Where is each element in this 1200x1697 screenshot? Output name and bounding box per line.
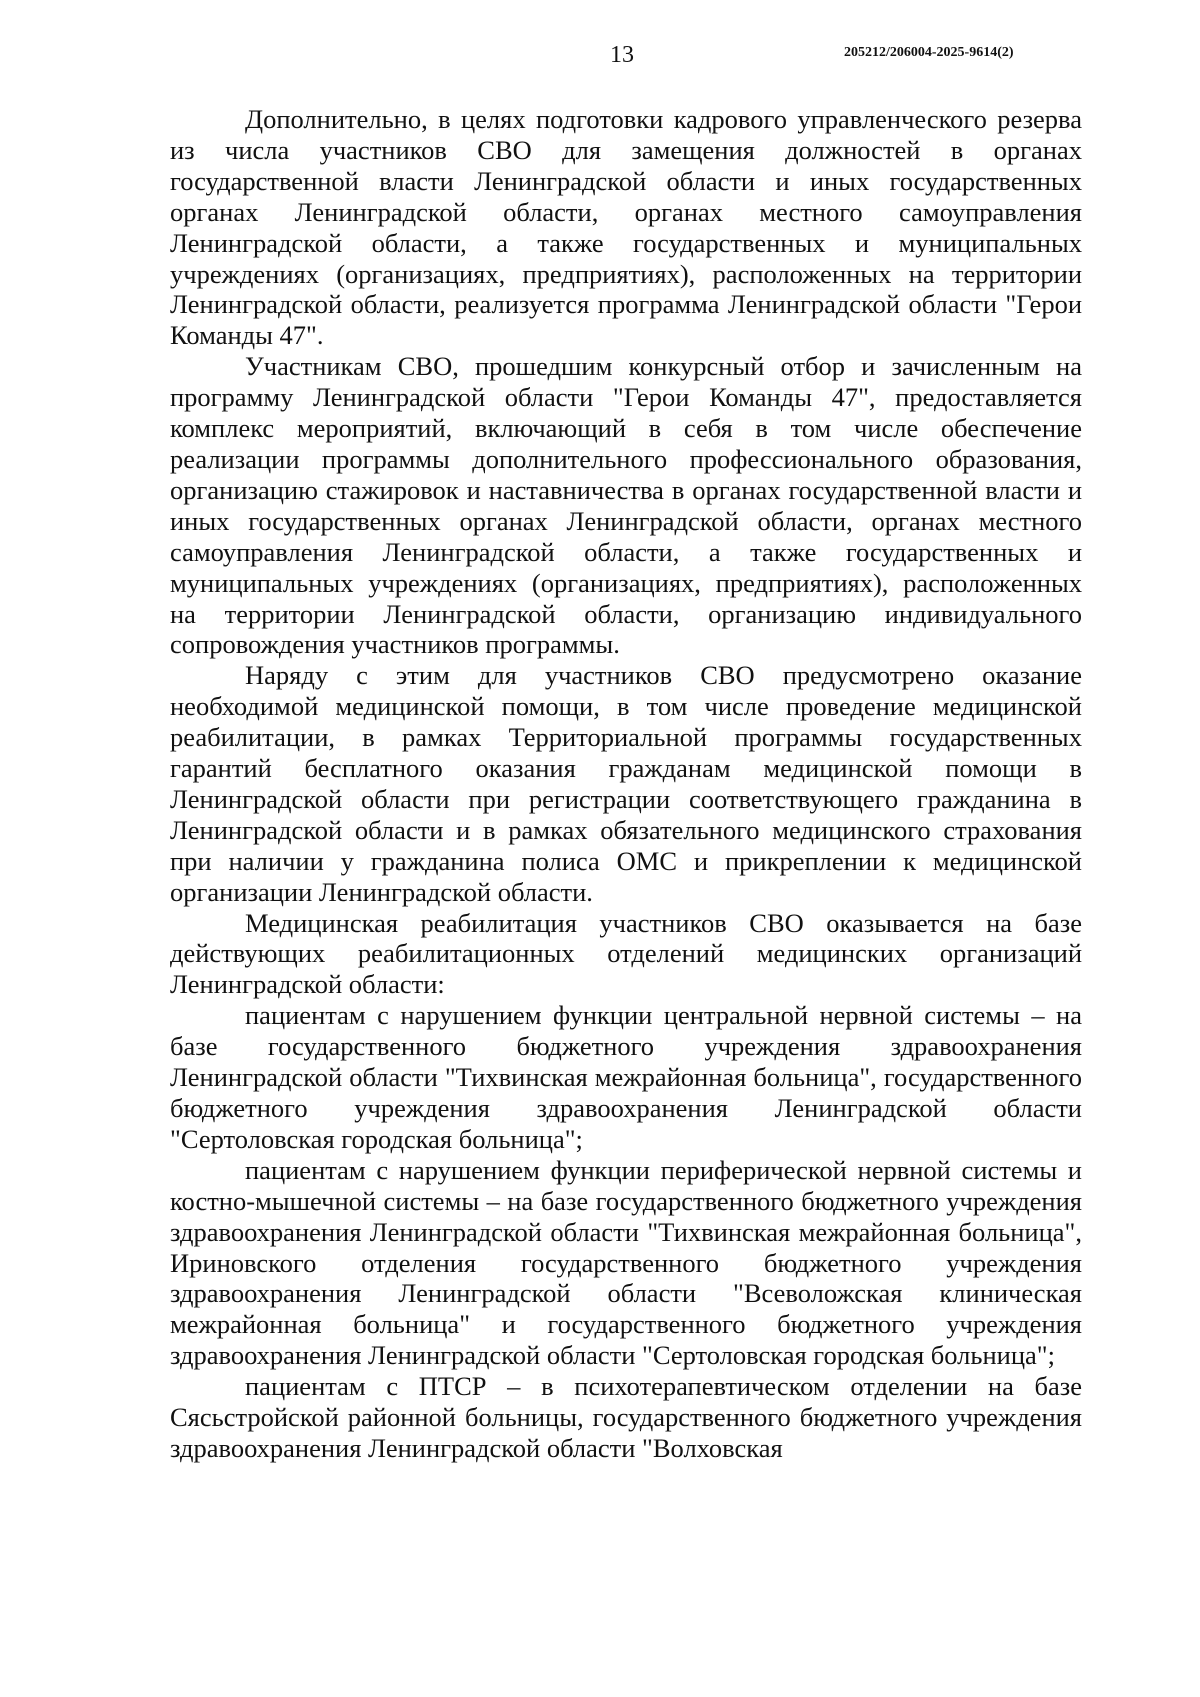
paragraph-ptsd-patients: пациентам с ПТСР – в психотерапевтическом отделении на базе Сясьстройской районной больницы, государственного бюджетного учреждения здравоохранения Ленинградской области "Волховская — [170, 1371, 1082, 1463]
document-id: 205212/206004-2025-9614(2) — [844, 45, 1014, 60]
paragraph-medical-assistance: Наряду с этим для участников СВО предусмотрено оказание необходимой медицинской помощи, в том числе проведение медицинской реабилитации, в рамках Территориальной программы государственных гарантий бесплатного оказания гражданам медицинской помощи в Ленинградской области при регистрации соответствующего гражданина в Ленинградской области и в рамках обязательного медицинского страхования при наличии у гражданина полиса ОМС и прикреплении к медицинской организации Ленинградской области. — [170, 660, 1082, 907]
paragraph-rehabilitation-intro: Медицинская реабилитация участников СВО оказывается на базе действующих реабилитационных отделений медицинских организаций Ленинградской области: — [170, 907, 1082, 1000]
page-number: 13 — [610, 42, 634, 68]
paragraph-program-participants: Участникам СВО, прошедшим конкурсный отбор и зачисленным на программу Ленинградской области "Герои Команды 47", предоставляется комплекс мероприятий, включающий в себя в том числе обеспечение реализации программы дополнительного профессионального образования, организацию стажировок и наставничества в органах государственной власти и иных государственных органах Ленинградской области, органах местного самоуправления Ленинградской области, а также государственных и муниципальных учреждениях (организациях, предприятиях), расположенных на территории Ленинградской области, организацию индивидуального сопровождения участников программы. — [170, 351, 1082, 660]
paragraph-reserve-program: Дополнительно, в целях подготовки кадрового управленческого резерва из числа участников СВО для замещения должностей в органах государственной власти Ленинградской области и иных государственных органах Ленинградской области, органах местного самоуправления Ленинградской области, а также государственных и муниципальных учреждениях (организациях, предприятиях), расположенных на территории Ленинградской области, реализуется программа Ленинградской области "Герои Команды 47". — [170, 104, 1082, 351]
paragraph-cns-patients: пациентам с нарушением функции центральной нервной системы – на базе государственного бюджетного учреждения здравоохранения Ленинградской области "Тихвинская межрайонная больница", государственного бюджетного учреждения здравоохранения Ленинградской области "Сертоловская городская больница"; — [170, 1000, 1082, 1154]
paragraph-pns-patients: пациентам с нарушением функции периферической нервной системы и костно-мышечной системы – на базе государственного бюджетного учреждения здравоохранения Ленинградской области "Тихвинская межрайонная больница", Ириновского отделения государственного бюджетного учреждения здравоохранения Ленинградской области "Всеволожская клиническая межрайонная больница" и государственного бюджетного учреждения здравоохранения Ленинградской области "Сертоловская городская больница"; — [170, 1154, 1082, 1371]
document-body — [170, 104, 1082, 1464]
